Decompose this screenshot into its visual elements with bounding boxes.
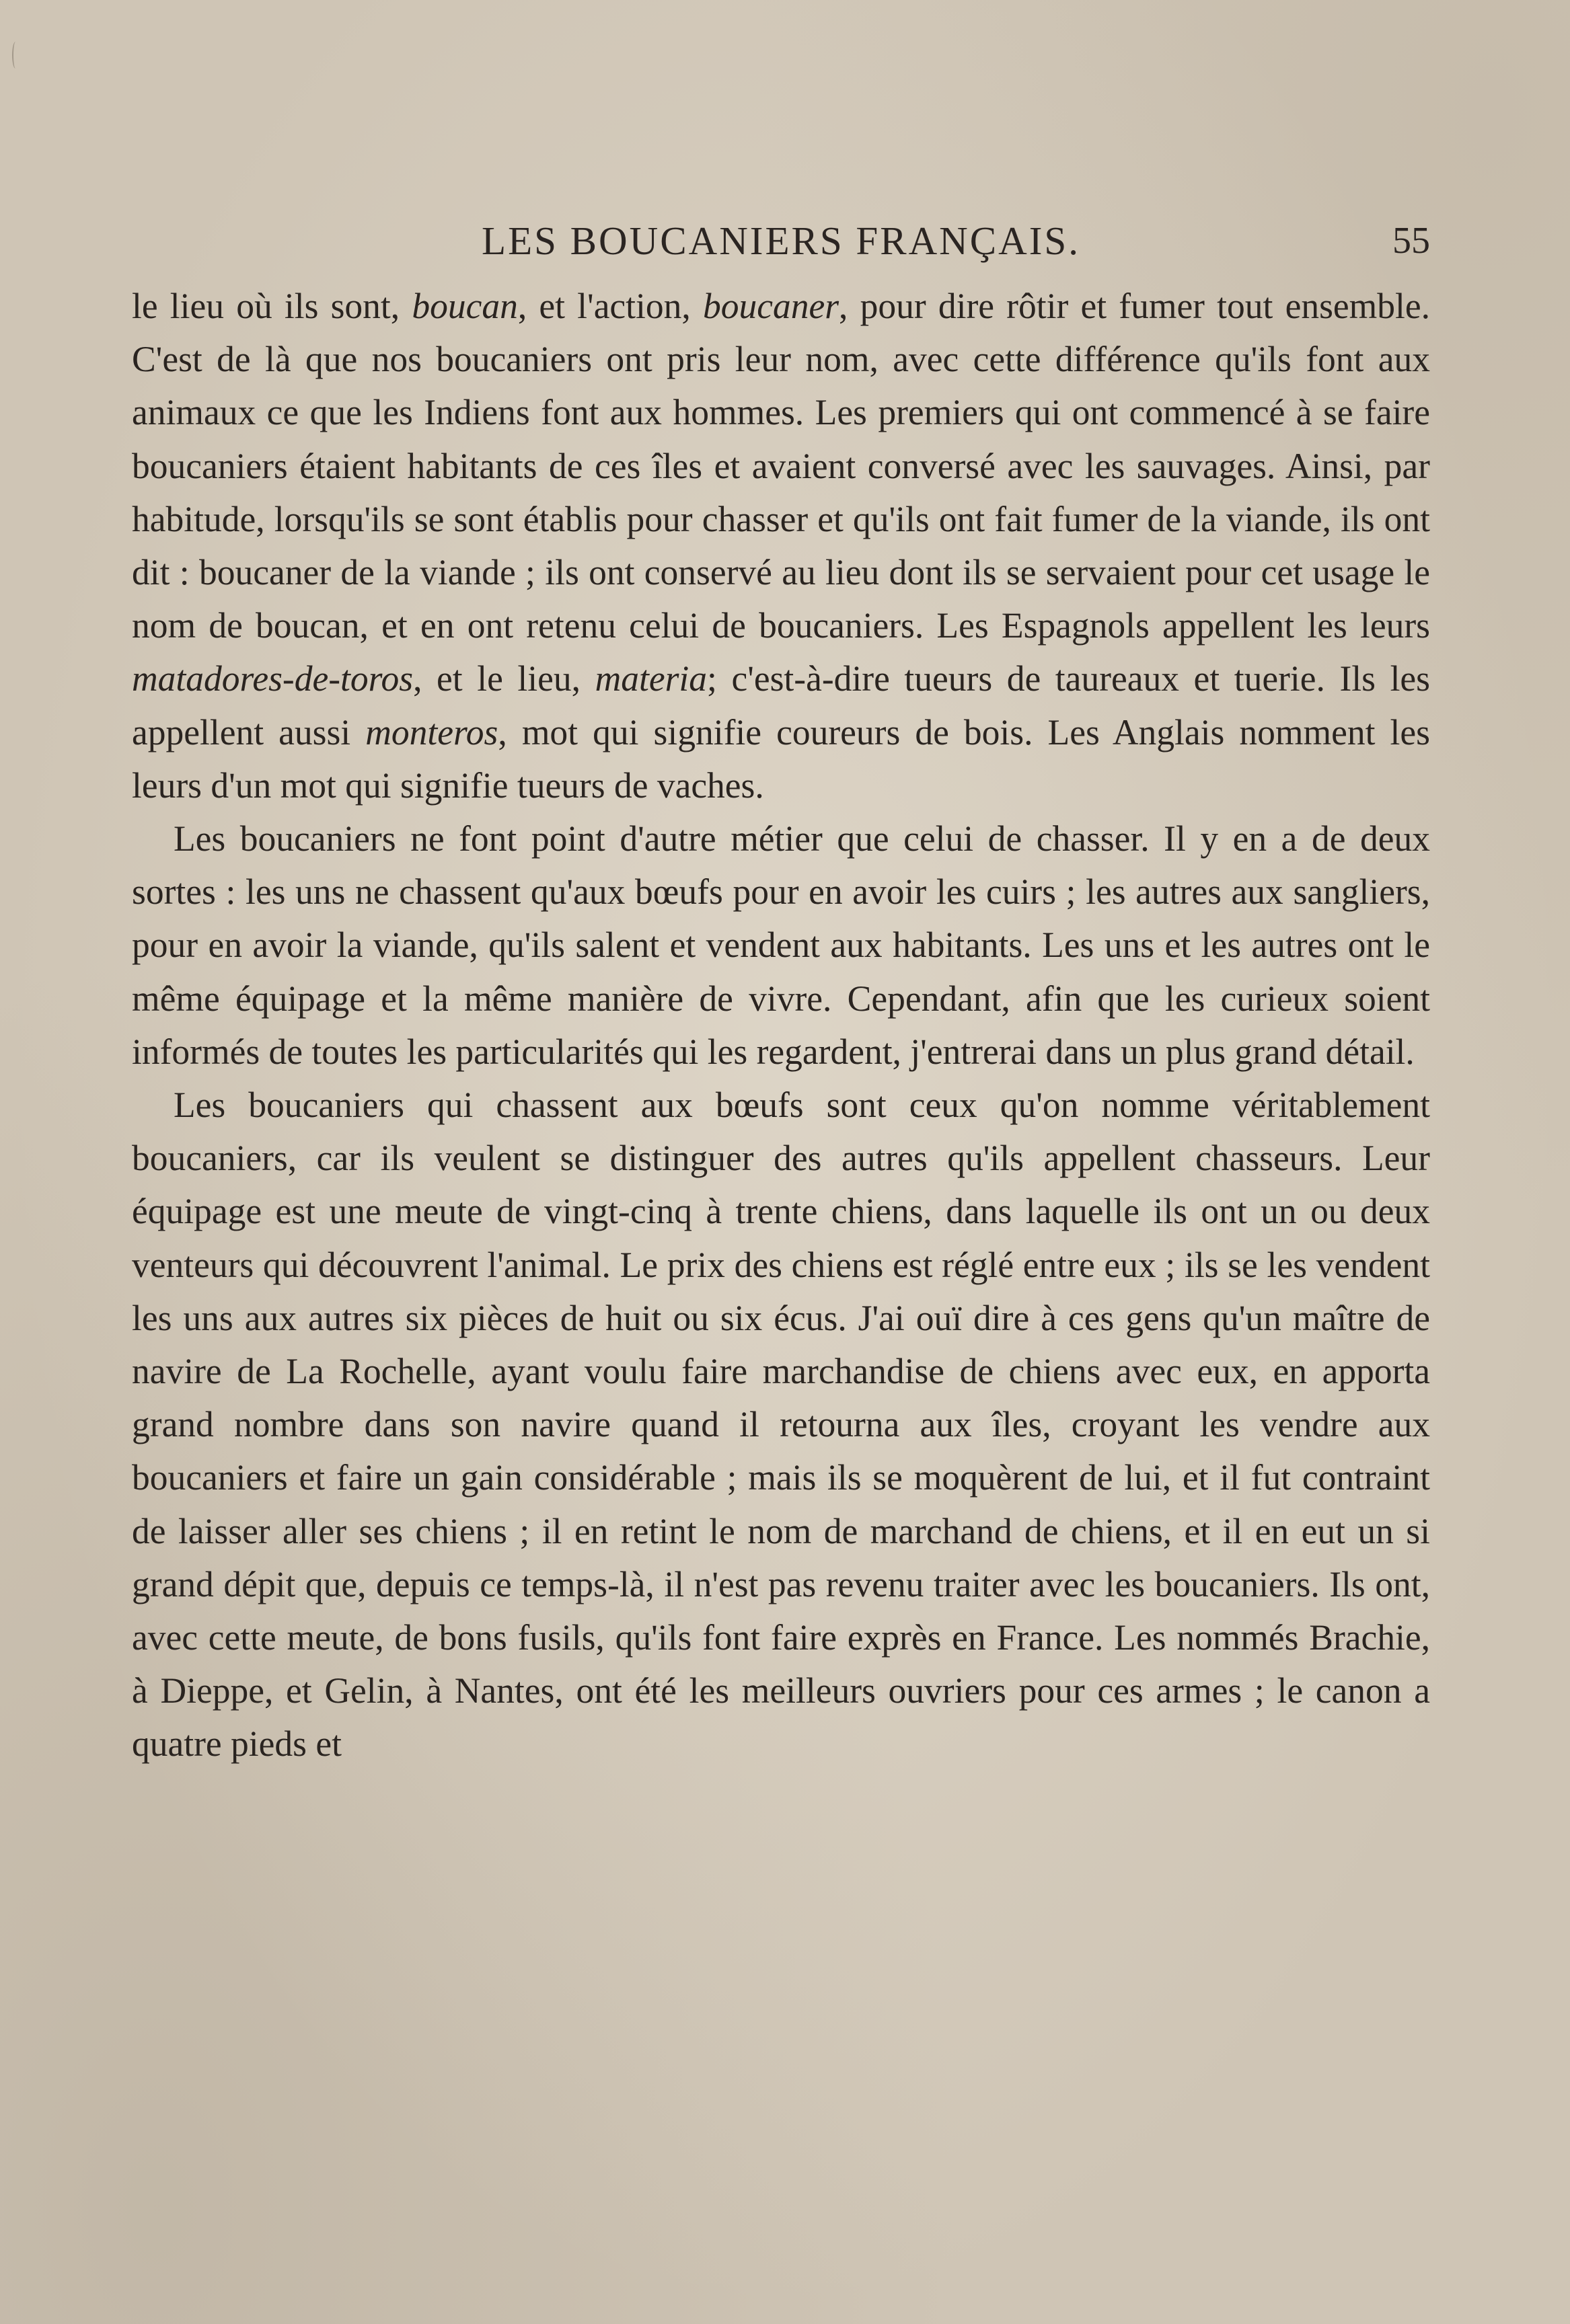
paragraph-1 xyxy=(132,280,1430,812)
running-title: LES BOUCANIERS FRANÇAIS. xyxy=(482,219,1080,263)
text-run: , mot qui signifie coureurs de bois. Les Anglais nomment les leurs d'un mot qui signifie tueurs de vaches. xyxy=(132,711,1430,806)
paragraph-3: Les boucaniers qui chassent aux bœufs sont ceux qu'on nomme véritablement boucaniers, car ils veulent se distinguer des autres qu'ils appellent chasseurs. Leur équipage est une meute de vingt-cinq à trente chiens, dans laquelle ils ont un ou deux venteurs qui découvrent l'animal. Le prix des chiens est réglé entre eux ; ils se les vendent les uns aux autres six pièces de huit ou six écus. J'ai ouï dire à ces gens qu'un maître de navire de La Rochelle, ayant voulu faire marchandise de chiens avec eux, en apporta grand nombre dans son navire quand il retourna aux îles, croyant les vendre aux boucaniers et faire un gain considérable ; mais ils se moquèrent de lui, et il fut contraint de laisser aller ses chiens ; il en retint le nom de marchand de chiens, et il en eut un si grand dépit que, depuis ce temps-là, il n'est pas revenu traiter avec les boucaniers. Ils ont, avec cette meute, de bons fusils, qu'ils font faire exprès en France. Les nommés Brachie, à Dieppe, et Gelin, à Nantes, ont été les meilleurs ouvriers pour ces armes ; le canon a quatre pieds et xyxy=(132,1085,1430,1765)
italic-term-materia: materia xyxy=(595,658,708,699)
paragraph-2: Les boucaniers ne font point d'autre métier que celui de chasser. Il y en a de deux sortes : les uns ne chassent qu'aux bœufs pour en avoir les cuirs ; les autres aux sangliers, pour en avoir la viande, qu'ils salent et vendent aux habitants. Les uns et les autres ont le même équipage et la même manière de vivre. Cependant, afin que les curieux soient informés de toutes les particularités qui les regardent, j'entrerai dans un plus grand détail. xyxy=(132,818,1430,1072)
italic-term-matadores: matadores-de-toros xyxy=(132,658,414,699)
text-run: , et l'action, xyxy=(517,286,703,326)
margin-mark xyxy=(12,42,19,69)
italic-term-monteros: monteros xyxy=(365,711,498,752)
text-run: le lieu où ils sont, xyxy=(132,286,412,326)
body-text xyxy=(132,280,1430,1771)
italic-term-boucan: boucan xyxy=(412,286,518,326)
italic-term-boucaner: boucaner xyxy=(702,286,839,326)
text-run: , et le lieu, xyxy=(413,658,595,699)
page-number: 55 xyxy=(1392,220,1430,262)
text-run: , pour dire rôtir et fumer tout ensemble. C'est de là que nos boucaniers ont pris leur nom, avec cette différence qu'ils font aux animaux ce que les Indiens font aux hommes. Les premiers qui ont commencé à se faire boucaniers étaient habitants de ces îles et avaient conversé avec les sauvages. Ainsi, par habitude, lorsqu'ils se sont établis pour chasser et qu'ils ont fait fumer de la viande, ils ont dit : boucaner de la viande ; ils ont conservé au lieu dont ils se servaient pour cet usage le nom de boucan, et en ont retenu celui de boucaniers. Les Espagnols appellent les leurs xyxy=(132,286,1430,646)
page-header xyxy=(132,214,1430,268)
text-run: ; c'est-à-dire tueurs de taureaux et tuerie. Ils les appellent aussi xyxy=(132,658,1430,752)
